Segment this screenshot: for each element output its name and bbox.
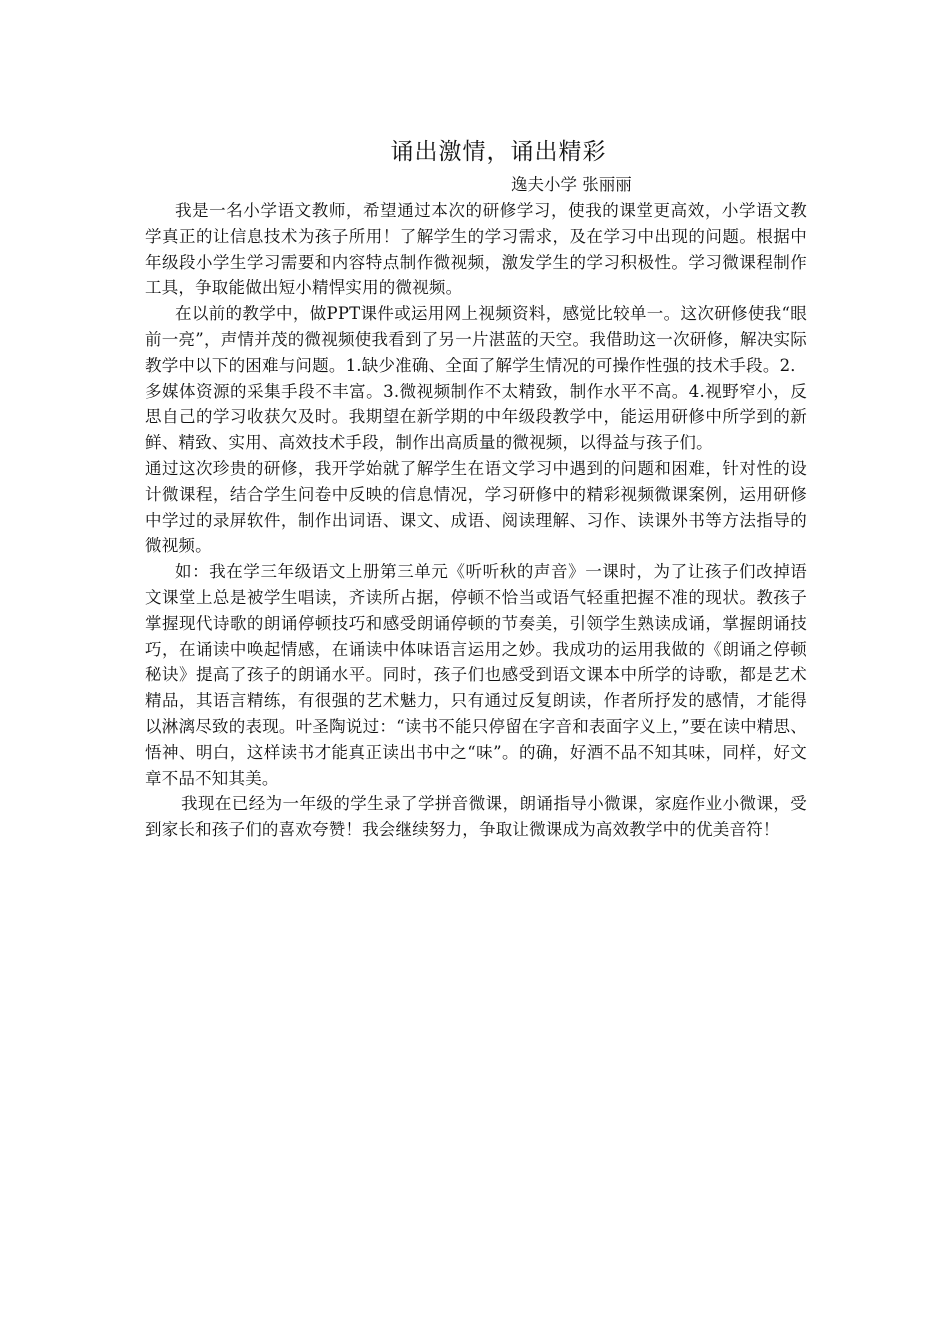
document-title: 诵出激情，诵出精彩: [390, 139, 607, 165]
document-author: 逸夫小学 张丽丽: [511, 175, 632, 194]
document-body: [145, 132, 807, 843]
paragraph-research: 通过这次珍贵的研修，我开学始就了解学生在语文学习中遇到的问题和困难，针对性的设计微课程，结合学生问卷中反映的信息情况，学习研修中的精彩视频微课案例，运用研修中学过的录屏软件，制作出词语、课文、成语、阅读理解、习作、读课外书等方法指导的微视频。: [145, 458, 807, 556]
paragraph-problems: 在以前的教学中，做PPT课件或运用网上视频资料，感觉比较单一。这次研修使我“眼前一亮”，声情并茂的微视频使我看到了另一片湛蓝的天空。我借助这一次研修，解决实际教学中以下的困难与问题。1.缺少准确、全面了解学生情况的可操作性强的技术手段。2．多媒体资源的采集手段不丰富。3.微视频制作不太精致，制作水平不高。4.视野窄小，反思自己的学习收获欠及时。我期望在新学期的中年级段教学中，能运用研修中所学到的新鲜、精致、实用、高效技术手段，制作出高质量的微视频，以得益与孩子们。: [145, 304, 807, 453]
paragraph-conclusion: 我现在已经为一年级的学生录了学拼音微课，朗诵指导小微课，家庭作业小微课，受到家长和孩子们的喜欢夸赞！我会继续努力，争取让微课成为高效教学中的优美音符！: [145, 794, 807, 840]
paragraph-intro: 我是一名小学语文教师，希望通过本次的研修学习，使我的课堂更高效，小学语文教学真正的让信息技术为孩子所用！了解学生的学习需求，及在学习中出现的问题。根据中年级段小学生学习需要和内容特点制作微视频，激发学生的学习积极性。学习微课程制作工具，争取能做出短小精悍实用的微视频。: [145, 201, 807, 298]
paragraph-example: 如：我在学三年级语文上册第三单元《听听秋的声音》一课时，为了让孩子们改掉语文课堂上总是被学生唱读，齐读所占据，停顿不恰当或语气轻重把握不准的现状。教孩子掌握现代诗歌的朗诵停顿技巧和感受朗诵停顿的节奏美，引领学生熟读成诵，掌握朗诵技巧，在诵读中唤起情感，在诵读中体味语言运用之妙。我成功的运用我做的《朗诵之停顿秘诀》提高了孩子的朗诵水平。同时，孩子们也感受到语文课本中所学的诗歌，都是艺术精品，其语言精练，有很强的艺术魅力，只有通过反复朗读，作者所抒发的感情，才能得以淋漓尽致的表现。叶圣陶说过：“读书不能只停留在字音和表面字义上，”要在读中精思、悟神、明白，这样读书才能真正读出书中之“味”。的确，好酒不品不知其味，同样，好文章不品不知其美。: [145, 562, 807, 788]
